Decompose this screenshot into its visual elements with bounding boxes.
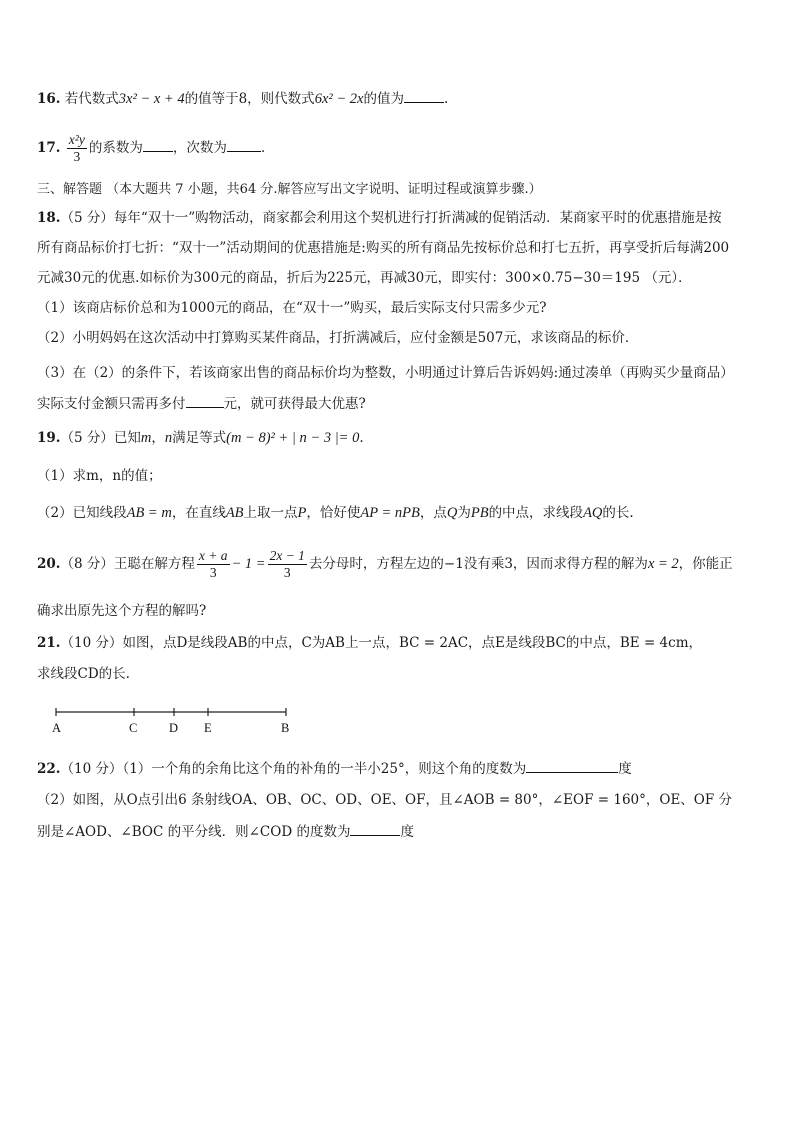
question-text: 的中点，求线段 xyxy=(488,505,584,521)
math-expression: Q xyxy=(446,505,458,521)
math-expression: x = 2 xyxy=(647,556,679,572)
question-number: 19. xyxy=(37,430,61,446)
question-text: 若代数式 xyxy=(64,91,119,107)
question-text: 度 xyxy=(618,761,632,777)
question-22-line-3 xyxy=(37,821,757,842)
point-label-c: C xyxy=(129,721,138,735)
math-expression: P xyxy=(297,505,307,521)
question-number: 16. xyxy=(37,91,61,107)
math-expression: 6x² − 2x xyxy=(314,91,364,107)
question-number: 17. xyxy=(37,140,61,156)
answer-blank[interactable] xyxy=(227,137,261,152)
question-20-line-2: 确求出原先这个方程的解吗? xyxy=(37,603,207,619)
question-text: 度 xyxy=(400,824,414,840)
fraction-denominator: 3 xyxy=(73,149,81,164)
question-19 xyxy=(37,428,757,448)
answer-blank[interactable] xyxy=(143,137,173,152)
math-expression: 3x² − x + 4 xyxy=(118,91,185,107)
punctuation: . xyxy=(359,430,364,446)
point-label-a: A xyxy=(52,721,62,735)
question-18-sub-2: （2）小明妈妈在这次活动中打算购买某件商品，打折满减后，应付金额是507元，求该商品的标价． xyxy=(37,330,639,346)
question-number: 18. xyxy=(37,210,61,226)
math-expression: PB xyxy=(470,505,489,521)
question-text: 的值等于8，则代数式 xyxy=(184,91,315,107)
question-text: （2）已知线段 xyxy=(37,505,127,521)
fraction xyxy=(67,132,87,165)
answer-blank[interactable] xyxy=(186,393,224,408)
math-variable: m xyxy=(140,430,152,446)
question-22-line-2: （2）如图，从O点引出6 条射线OA、OB、OC、OD、OE、OF，且∠AOB = 80°，∠EOF = 160°，OE、OF 分 xyxy=(37,792,733,808)
math-expression: AQ xyxy=(583,505,603,521)
answer-blank[interactable] xyxy=(404,88,444,103)
segment-diagram xyxy=(50,702,300,742)
math-expression: AP = nPB xyxy=(360,505,420,521)
question-text: ，在直线 xyxy=(171,505,226,521)
question-18-line-3: 元减30元的优惠.如标价为300元的商品，折后为225元，再减30元，即实付：300×0.75−30＝195 （元）． xyxy=(37,270,692,286)
point-label-e: E xyxy=(204,721,212,735)
fraction xyxy=(197,548,230,581)
question-18-sub-1: （1）该商店标价总和为1000元的商品，在“双十一”购买，最后实际支付只需多少元? xyxy=(37,300,547,316)
question-22-line-1 xyxy=(37,758,757,779)
question-text: ，恰好使 xyxy=(306,505,361,521)
punctuation: . xyxy=(443,91,449,107)
question-text: 满足等式 xyxy=(172,430,227,446)
question-16 xyxy=(37,88,757,109)
punctuation: . xyxy=(260,140,266,156)
question-text: 元，就可获得最大优惠? xyxy=(223,396,366,412)
question-text: 的值为 xyxy=(363,91,404,107)
question-number: 22. xyxy=(37,761,61,777)
question-18-sub-3: （3）在（2）的条件下，若该商家出售的商品标价均为整数，小明通过计算后告诉妈妈:通过凑单（再购买少量商品） xyxy=(37,365,734,381)
question-17 xyxy=(37,130,757,166)
question-text: 的长. xyxy=(602,505,634,521)
question-text: 实际支付金额只需再多付 xyxy=(37,396,186,412)
question-text: ，点 xyxy=(419,505,447,521)
fraction-denominator: 3 xyxy=(209,565,217,580)
fraction-denominator: 3 xyxy=(283,565,291,580)
question-19-sub-2 xyxy=(37,503,757,523)
question-number: 20. xyxy=(37,556,61,572)
question-text: （5 分）已知 xyxy=(60,430,141,446)
math-expression: (m − 8)² + | n − 3 |= 0 xyxy=(226,430,360,446)
math-expression: AB = m xyxy=(126,505,172,521)
math-expression: − 1 = xyxy=(231,556,266,572)
point-label-b: B xyxy=(281,721,290,735)
question-20 xyxy=(37,546,757,582)
math-expression: AB xyxy=(225,505,244,521)
question-21-line-2: 求线段CD的长. xyxy=(37,666,130,682)
question-text: （5 分）每年“双十一”购物活动，商家都会利用这个契机进行打折满减的促销活动．某商家平时的优惠措施是按 xyxy=(60,210,722,226)
question-text: 上取一点 xyxy=(243,505,298,521)
punctuation: ， xyxy=(151,430,165,446)
section-heading: 三、解答题 （本大题共 7 小题，共64 分.解答应写出文字说明、证明过程或演算步骤.） xyxy=(37,182,542,197)
question-number: 21. xyxy=(37,635,61,651)
question-text: 别是∠AOD、∠BOC 的平分线．则∠COD 的度数为 xyxy=(37,824,351,840)
question-18-sub-3-cont xyxy=(37,393,757,414)
question-21-line-1 xyxy=(37,633,757,653)
question-text: （10 分）如图，点D是线段AB的中点，C为AB上一点，BC = 2AC，点E是线段BC的中点，BE = 4cm， xyxy=(60,635,702,651)
fraction xyxy=(268,548,307,581)
answer-blank[interactable] xyxy=(350,821,400,836)
question-text: ，次数为 xyxy=(172,140,227,156)
fraction-numerator: 2x − 1 xyxy=(269,548,305,563)
segment-diagram-svg xyxy=(50,702,300,742)
question-text: 去分母时，方程左边的−1没有乘3，因而求得方程的解为 xyxy=(308,556,648,572)
question-text: 为 xyxy=(457,505,471,521)
question-text: 的系数为 xyxy=(88,140,143,156)
question-18-line-2: 所有商品标价打七折：“双十一”活动期间的优惠措施是:购买的所有商品先按标价总和打七五折，再享受折后每满200 xyxy=(37,240,730,256)
math-variable: n xyxy=(164,430,173,446)
fraction-numerator: x²y xyxy=(68,132,85,147)
fraction-numerator: x + a xyxy=(198,548,228,563)
question-text: ，你能正 xyxy=(678,556,733,572)
point-label-d: D xyxy=(169,721,179,735)
question-text: （8 分）王聪在解方程 xyxy=(60,556,195,572)
question-18-line-1 xyxy=(37,208,757,228)
question-text: （10 分）（1）一个角的余角比这个角的补角的一半小25°，则这个角的度数为 xyxy=(60,761,527,777)
question-19-sub-1: （1）求m，n的值； xyxy=(37,468,162,484)
answer-blank[interactable] xyxy=(526,758,618,773)
